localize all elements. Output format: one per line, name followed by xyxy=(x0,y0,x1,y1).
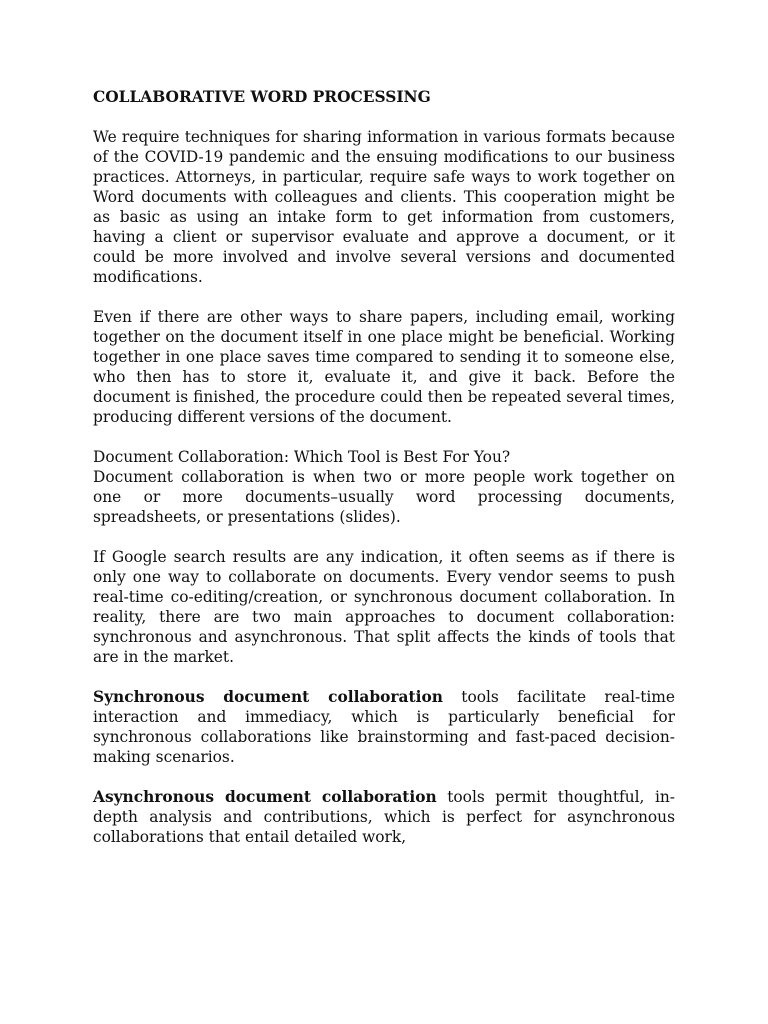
paragraph-definition: Document collaboration is when two or more people work together on one or more documents–usually word processing documents, spreadsheets, or presentations (slides). xyxy=(93,468,675,526)
document-page xyxy=(93,87,675,847)
paragraph-synchronous xyxy=(93,687,675,767)
paragraph-working-together: Even if there are other ways to share papers, including email, working together on the document itself in one place might be beneficial. Working together in one place saves time compared to sending it to someone else, who then has to store it, evaluate it, and give it back. Before the document is finished, the procedure could then be repeated several times, producing different versions of the document. xyxy=(93,308,675,426)
asynchronous-term: Asynchronous document collaboration xyxy=(93,788,437,806)
paragraph-asynchronous xyxy=(93,787,675,847)
paragraph-covid-sharing: We require techniques for sharing information in various formats because of the COVID-19 pandemic and the ensuing modifications to our business practices. Attorneys, in particular, require safe ways to work together on Word documents with colleagues and clients. This cooperation might be as basic as using an intake form to get information from customers, having a client or supervisor evaluate and approve a document, or it could be more involved and involve several versions and documented modifications. xyxy=(93,128,675,286)
asynchronous-description: tools permit thoughtful, in-depth analysis and contributions, which is perfect for asynchronous collaborations that entail detailed work, xyxy=(93,788,675,846)
section-subheading: Document Collaboration: Which Tool is Best For You? xyxy=(93,448,511,466)
paragraph-approaches: If Google search results are any indication, it often seems as if there is only one way to collaborate on documents. Every vendor seems to push real-time co-editing/creation, or synchronous document collaboration. In reality, there are two main approaches to document collaboration: synchronous and asynchronous. That split affects the kinds of tools that are in the market. xyxy=(93,548,675,666)
synchronous-description: tools facilitate real-time interaction and immediacy, which is particularly beneficial for synchronous collaborations like brainstorming and fast-paced decision-making scenarios. xyxy=(93,688,675,766)
synchronous-term: Synchronous document collaboration xyxy=(93,688,443,706)
document-title: COLLABORATIVE WORD PROCESSING xyxy=(93,88,431,106)
